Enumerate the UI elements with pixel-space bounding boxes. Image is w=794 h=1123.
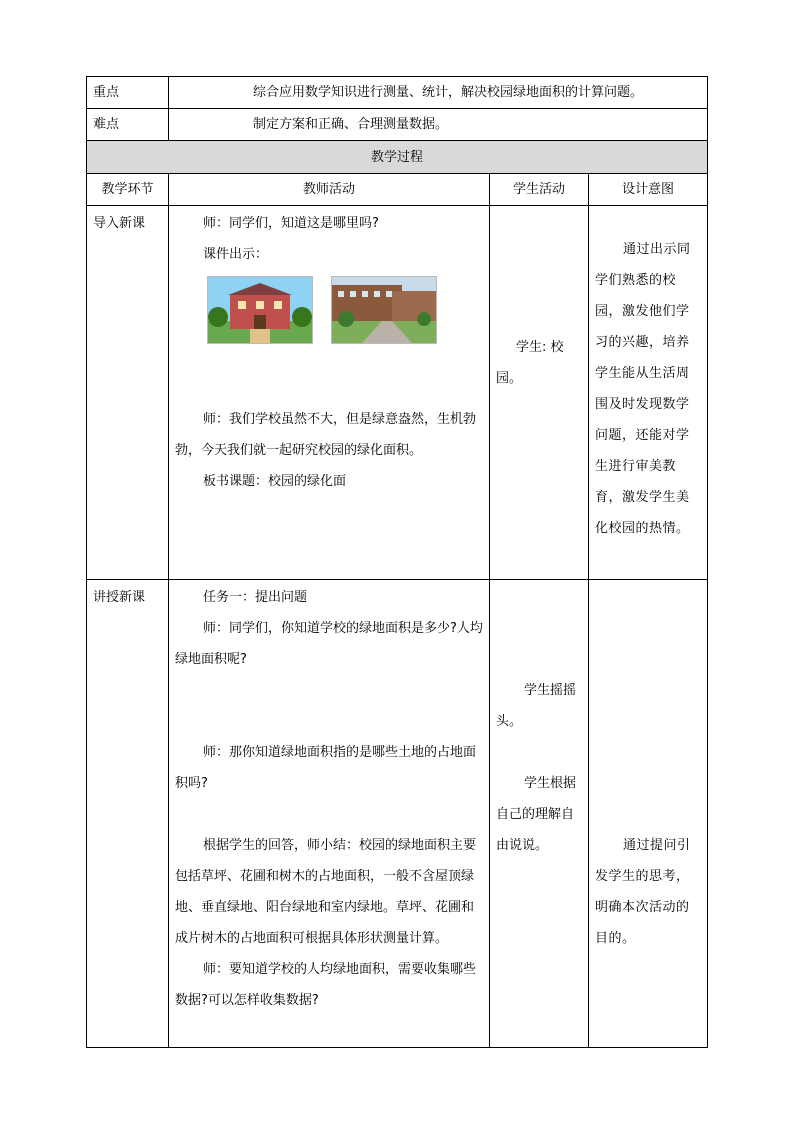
lesson-teacher-line-3: 师：那你知道绿地面积指的是哪些土地的占地面积吗? [175,745,477,791]
header-teacher: 教师活动 [169,174,490,206]
campus-photo-image [331,276,437,344]
intro-teacher-line-4: 板书课题：校园的绿化面 [203,474,347,489]
lesson-intent-cell [589,580,708,1048]
lesson-student-text-2: 学生根据自己的理解自由说说。 [496,776,577,853]
key-point-row [87,77,708,109]
section-title-row [87,141,708,174]
header-student: 学生活动 [490,174,589,206]
lesson-row [87,580,708,1048]
lesson-plan-table [86,76,707,1048]
lesson-intent-text: 通过提问引发学生的思考，明确本次活动的目的。 [595,838,691,946]
intro-intent-cell [589,206,708,580]
lesson-teacher-line-2: 师：同学们，你知道学校的绿地面积是多少?人均绿地面积呢? [175,621,483,667]
lesson-teacher-cell [169,580,490,1048]
header-stage: 教学环节 [87,174,169,206]
lesson-stage: 讲授新课 [87,580,169,1048]
header-intent: 设计意图 [589,174,708,206]
difficulty-row [87,109,708,141]
intro-student-cell [490,206,589,580]
courseware-images [207,276,483,342]
intro-intent-text: 通过出示同学们熟悉的校园，激发他们学习的兴趣，培养学生能从生活周围及时发现数学问题，还能对学生进行审美教育，激发学生美化校园的热情。 [595,242,691,536]
key-point-label: 重点 [87,77,169,109]
lesson-student-text-1: 学生摇摇头。 [496,683,577,729]
difficulty-label: 难点 [87,109,169,141]
section-title: 教学过程 [87,141,708,174]
intro-student-text: 学生: 校园。 [496,340,564,386]
key-point-text: 综合应用数学知识进行测量、统计，解决校园绿地面积的计算问题。 [169,77,708,109]
lesson-teacher-line-4: 根据学生的回答，师小结：校园的绿地面积主要包括草坪、花圃和树木的占地面积，一般不含屋顶绿地、垂直绿地、阳台绿地和室内绿地。草坪、花圃和成片树木的占地面积可根据具体形状测量计算。 [175,838,477,946]
intro-teacher-line-2: 课件出示： [203,247,269,262]
header-row [87,174,708,206]
intro-teacher-cell [169,206,490,580]
intro-teacher-line-3: 师：我们学校虽然不大，但是绿意盎然，生机勃勃，今天我们就一起研究校园的绿化面积。 [175,412,477,458]
difficulty-text: 制定方案和正确、合理测量数据。 [169,109,708,141]
intro-stage: 导入新课 [87,206,169,580]
lesson-teacher-line-1: 任务一：提出问题 [203,590,308,605]
school-cartoon-image [207,276,313,344]
intro-teacher-line-1: 师：同学们，知道这是哪里吗? [203,216,379,231]
lesson-teacher-line-5: 师：要知道学校的人均绿地面积，需要收集哪些数据?可以怎样收集数据? [175,962,477,1008]
intro-row [87,206,708,580]
lesson-student-cell [490,580,589,1048]
